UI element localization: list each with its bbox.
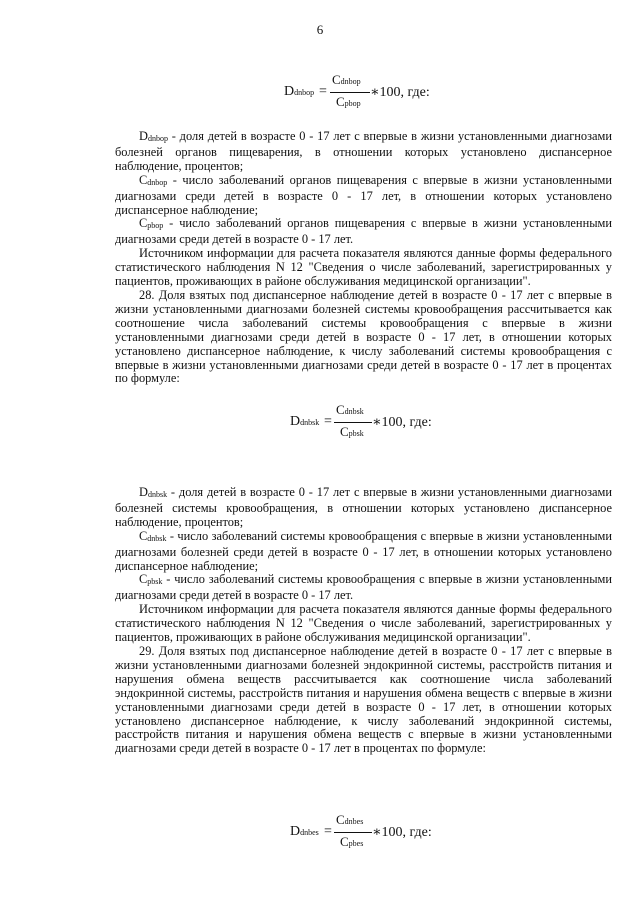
formula-lhs: Ddnbsk xyxy=(290,414,320,429)
formula-tail: ∗100, где: xyxy=(372,415,432,430)
paragraph: $C_{dnbop}$ - число заболеваний органов пищеварения с впервые в жизни установленными диагнозами среди детей в возрасте 0 - 17 лет, в отношении которых установлено диспансерное наблюдение; xyxy=(115,172,612,217)
paragraph: Источником информации для расчета показателя являются данные формы федерального статистического наблюдения N 12 "Сведения о числе заболеваний, зарегистрированных у пациентов, проживающих в районе обслуживания медицинской организации". xyxy=(115,602,612,645)
fraction-line xyxy=(334,832,372,833)
fraction-line xyxy=(330,92,370,93)
formula-tail: ∗100, где: xyxy=(370,85,430,100)
formula-numerator: Cdnbes xyxy=(336,812,364,827)
paragraph: $D_{dnbsk}$ - доля детей в возрасте 0 - 17 лет с впервые в жизни установленными диагнозами болезней системы кровообращения, в отношении которых установлено диспансерное наблюдение, процентов; xyxy=(115,485,612,529)
formula-denominator: Cpbsk xyxy=(340,424,364,439)
formula-dnbop: Ddnbop = Cdnbop Cpbop ∗100, где: xyxy=(284,72,430,109)
paragraph: $C_{dnbsk}$ - число заболеваний системы кровообращения с впервые в жизни установленными диагнозами болезней среди детей в возрасте 0 - 17 лет, в отношении которых установлено диспансерное наблюдение; xyxy=(115,528,612,573)
formula-denominator: Cpbop xyxy=(336,94,361,109)
formula-tail: ∗100, где: xyxy=(372,825,432,840)
paragraph: Источником информации для расчета показателя являются данные формы федерального статистического наблюдения N 12 "Сведения о числе заболеваний, зарегистрированных у пациентов, проживающих в районе обслуживания медицинской организации". xyxy=(115,246,612,289)
page-number: 6 xyxy=(316,22,324,37)
formula-dnbsk: Ddnbsk = Cdnbsk Cpbsk ∗100, где: xyxy=(290,402,432,439)
text-block-2 xyxy=(115,486,612,756)
formula-numerator: Cdnbop xyxy=(332,72,361,87)
formula-numerator: Cdnbsk xyxy=(336,402,364,417)
formula-lhs: Ddnbes xyxy=(290,824,319,839)
paragraph: $C_{pbop}$ - число заболеваний органов пищеварения с впервые в жизни установленными диагнозами среди детей в возрасте 0 - 17 лет. xyxy=(115,216,612,247)
paragraph: 28. Доля взятых под диспансерное наблюдение детей в возрасте 0 - 17 лет с впервые в жизни установленными диагнозами болезней системы кровообращения рассчитывается как соотношение числа заболеваний системы кровообращения с впервые в жизни установленными диагнозами среди детей в возрасте 0 - 17 лет, в отношении которых установлено диспансерное наблюдение, к числу заболеваний системы кровообращения с впервые в жизни установленными диагнозами среди детей в возрасте 0 - 17 лет в процентах по формуле: xyxy=(115,287,612,386)
formula-denominator: Cpbes xyxy=(340,834,364,849)
paragraph: $C_{pbsk}$ - число заболеваний системы кровообращения с впервые в жизни установленными диагнозами среди детей в возрасте 0 - 17 лет. xyxy=(115,572,612,603)
formula-dnbes: Ddnbes = Cdnbes Cpbes ∗100, где: xyxy=(290,812,432,849)
paragraph: 29. Доля взятых под диспансерное наблюдение детей в возрасте 0 - 17 лет с впервые в жизни установленными диагнозами болезней эндокринной системы, расстройств питания и нарушения обмена веществ рассчитывается как соотношение числа заболеваний эндокринной системы, расстройств питания и нарушения обмена веществ с впервые в жизни установленными диагнозами среди детей в возрасте 0 - 17 лет, в отношении которых установлено диспансерное наблюдение, к числу заболеваний эндокринной системы, расстройств питания и нарушения обмена веществ с впервые в жизни установленными диагнозами среди детей в возрасте 0 - 17 лет в процентах по формуле: xyxy=(115,643,612,756)
formula-lhs: Ddnbop xyxy=(284,84,315,99)
fraction-line xyxy=(334,422,372,423)
text-block-1 xyxy=(115,130,612,386)
paragraph: $D_{dnbop}$ - доля детей в возрасте 0 - 17 лет с впервые в жизни установленными диагнозами болезней органов пищеварения, в отношении которых установлено диспансерное наблюдение, процентов; xyxy=(115,129,612,173)
